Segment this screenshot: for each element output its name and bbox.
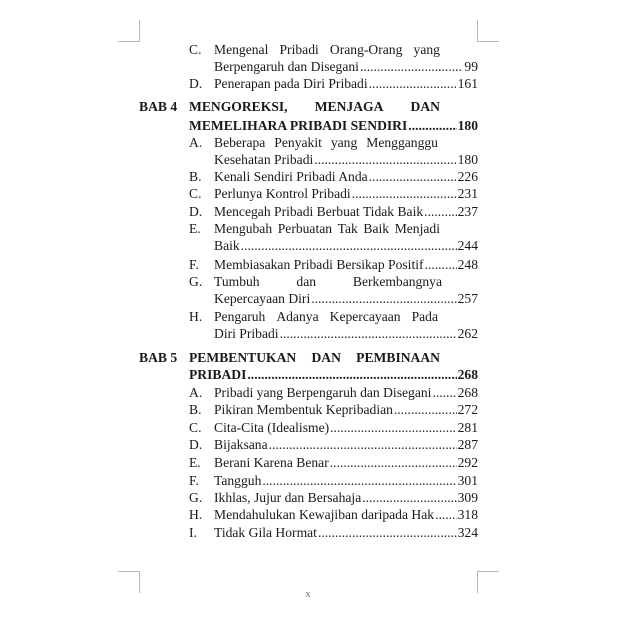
dot-leader xyxy=(360,58,463,75)
word: Mengganggu xyxy=(366,135,438,150)
page-number: 287 xyxy=(457,437,478,452)
toc-entry[interactable] xyxy=(0,41,618,58)
entry-title-line2: Baik xyxy=(214,238,240,253)
entry-row xyxy=(214,524,478,541)
toc-entry[interactable] xyxy=(0,220,618,237)
entry-line2 xyxy=(214,58,478,75)
page-number: 180 xyxy=(457,118,478,133)
entry-title: Membiasakan Pribadi Bersikap Positif xyxy=(214,257,424,272)
dot-leader xyxy=(241,237,457,254)
word: Kepercayaan xyxy=(329,309,401,324)
entry-letter: C. xyxy=(189,186,202,201)
page-number: 231 xyxy=(457,186,478,201)
toc-entry[interactable] xyxy=(0,436,618,453)
word: Tumbuh xyxy=(214,274,260,289)
toc-entry[interactable] xyxy=(0,401,618,418)
dot-leader xyxy=(425,256,457,273)
entry-letter: I. xyxy=(189,525,197,540)
entry-row xyxy=(214,384,478,401)
dot-leader xyxy=(432,384,456,401)
page-number: 257 xyxy=(457,291,478,306)
word: DAN xyxy=(311,350,341,365)
dot-leader xyxy=(435,506,457,523)
entry-letter: D. xyxy=(189,76,203,91)
dot-leader xyxy=(314,151,456,168)
entry-title-line2: Kesehatan Pribadi xyxy=(214,152,314,167)
word: Pada xyxy=(411,309,438,324)
entry-line2 xyxy=(214,290,478,307)
entry-title: Ikhlas, Jujur dan Bersahaja xyxy=(214,490,362,505)
chapter-title-line2: PRIBADI xyxy=(189,367,247,382)
entry-letter: A. xyxy=(189,385,203,400)
toc-entry[interactable] xyxy=(0,384,618,401)
entry-row xyxy=(214,75,478,92)
word: Tak xyxy=(337,221,358,236)
toc-entry[interactable] xyxy=(0,524,618,541)
entry-title: Perlunya Kontrol Pribadi xyxy=(214,186,351,201)
dot-leader xyxy=(369,168,457,185)
entry-row xyxy=(214,401,478,418)
word: yang xyxy=(413,42,440,57)
entry-letter: D. xyxy=(189,204,203,219)
entry-row xyxy=(214,419,478,436)
dot-leader xyxy=(408,117,456,134)
page-number: 248 xyxy=(457,257,478,272)
page-number: 244 xyxy=(457,238,478,253)
entry-title-line2: Diri Pribadi xyxy=(214,326,279,341)
page-number: 226 xyxy=(457,169,478,184)
entry-title: Cita-Cita (Idealisme) xyxy=(214,420,330,435)
word: PEMBINAAN xyxy=(356,350,440,365)
entry-line2 xyxy=(214,237,478,254)
word: dan xyxy=(296,274,317,289)
chapter-label: BAB 4 xyxy=(139,99,178,114)
dot-leader xyxy=(318,524,457,541)
page-number: 281 xyxy=(457,420,478,435)
entry-title: Berani Karena Benar xyxy=(214,455,329,470)
toc-entry-cont[interactable] xyxy=(0,290,618,307)
toc-entry-cont[interactable] xyxy=(0,237,618,254)
entry-title: Penerapan pada Diri Pribadi xyxy=(214,76,368,91)
page-number: 292 xyxy=(457,455,478,470)
toc-entry[interactable] xyxy=(0,454,618,471)
crop-mark-bottom-right-h xyxy=(477,571,499,572)
entry-letter: H. xyxy=(189,507,203,522)
toc-entry[interactable] xyxy=(0,308,618,325)
dot-leader xyxy=(262,472,456,489)
chapter-label: BAB 5 xyxy=(139,350,178,365)
word: PEMBENTUKAN xyxy=(189,350,297,365)
page-number: 324 xyxy=(457,525,478,540)
chapter-title-line1 xyxy=(189,349,478,366)
page-number: 237 xyxy=(457,204,478,219)
entry-title: Pribadi yang Berpengaruh dan Disegani xyxy=(214,385,432,400)
page-number: 318 xyxy=(457,507,478,522)
page-number: 272 xyxy=(457,402,478,417)
word: Pribadi xyxy=(279,42,319,57)
toc-entry[interactable] xyxy=(0,75,618,92)
page-number: 180 xyxy=(457,152,478,167)
word: Mengubah xyxy=(214,221,273,236)
page-number: 268 xyxy=(457,367,478,382)
chapter-heading-cont[interactable] xyxy=(0,117,618,134)
word: Berkembangnya xyxy=(352,274,442,289)
chapter-heading[interactable] xyxy=(0,349,618,366)
word: Baik xyxy=(363,221,390,236)
entry-letter: H. xyxy=(189,309,203,324)
word: Orang-Orang xyxy=(329,42,403,57)
entry-row xyxy=(214,168,478,185)
dot-leader xyxy=(362,489,456,506)
entry-row xyxy=(214,203,478,220)
dot-leader xyxy=(394,401,457,418)
entry-title-line1 xyxy=(214,308,438,325)
chapter-title-line2: MEMELIHARA PRIBADI SENDIRI xyxy=(189,118,408,133)
entry-title: Kenali Sendiri Pribadi Anda xyxy=(214,169,368,184)
entry-row xyxy=(214,436,478,453)
crop-mark-bottom-right-v xyxy=(477,571,478,593)
word: MENGOREKSI, xyxy=(189,99,288,114)
chapter-title-line1 xyxy=(189,98,478,115)
entry-row xyxy=(214,454,478,471)
toc-entry-cont[interactable] xyxy=(0,58,618,75)
word: Perbuatan xyxy=(277,221,333,236)
page-number: 268 xyxy=(457,385,478,400)
entry-title-line1 xyxy=(214,41,440,58)
toc-entry[interactable] xyxy=(0,168,618,185)
entry-row xyxy=(214,256,478,273)
entry-line2 xyxy=(214,151,478,168)
entry-letter: F. xyxy=(189,257,199,272)
toc-entry[interactable] xyxy=(0,419,618,436)
crop-mark-bottom-left-h xyxy=(118,571,140,572)
entry-title: Mendahulukan Kewajiban daripada Hak xyxy=(214,507,435,522)
entry-letter: B. xyxy=(189,169,202,184)
page-number: 262 xyxy=(457,326,478,341)
entry-title: Tangguh xyxy=(214,473,262,488)
entry-title: Pikiran Membentuk Kepribadian xyxy=(214,402,393,417)
crop-mark-bottom-left-v xyxy=(139,571,140,593)
entry-title: Tidak Gila Hormat xyxy=(214,525,317,540)
toc-entry[interactable] xyxy=(0,273,618,290)
chapter-line2 xyxy=(189,117,478,134)
crop-mark-top-right-v xyxy=(477,20,478,42)
toc-entry-cont[interactable] xyxy=(0,151,618,168)
entry-letter: C. xyxy=(189,42,202,57)
entry-letter: G. xyxy=(189,490,203,505)
entry-title-line1 xyxy=(214,220,440,237)
entry-row xyxy=(214,185,478,202)
word: MENJAGA xyxy=(314,99,384,114)
entry-title-line2: Kepercayaan Diri xyxy=(214,291,311,306)
toc-entry[interactable] xyxy=(0,472,618,489)
dot-leader xyxy=(352,185,457,202)
word: Penyakit xyxy=(274,135,322,150)
entry-title: Bijaksana xyxy=(214,437,268,452)
toc-entry[interactable] xyxy=(0,506,618,523)
chapter-line2 xyxy=(189,366,478,383)
word: DAN xyxy=(410,99,440,114)
dot-leader xyxy=(269,436,457,453)
page-number: 301 xyxy=(457,473,478,488)
word: yang xyxy=(330,135,358,150)
entry-title-line2: Berpengaruh dan Disegani xyxy=(214,59,359,74)
toc-entry[interactable] xyxy=(0,203,618,220)
entry-title-line1 xyxy=(214,134,438,151)
dot-leader xyxy=(369,75,457,92)
word: Beberapa xyxy=(214,135,266,150)
dot-leader xyxy=(247,366,456,383)
entry-row xyxy=(214,506,478,523)
page-number: 309 xyxy=(457,490,478,505)
word: Mengenal xyxy=(214,42,269,57)
chapter-heading-cont[interactable] xyxy=(0,366,618,383)
entry-letter: E. xyxy=(189,221,201,236)
dot-leader xyxy=(311,290,456,307)
crop-mark-top-left-v xyxy=(139,20,140,42)
dot-leader xyxy=(330,454,457,471)
entry-letter: C. xyxy=(189,420,202,435)
entry-letter: D. xyxy=(189,437,203,452)
dot-leader xyxy=(424,203,456,220)
entry-letter: B. xyxy=(189,402,202,417)
entry-line2 xyxy=(214,325,478,342)
word: Pengaruh xyxy=(214,309,266,324)
entry-letter: G. xyxy=(189,274,203,289)
entry-title-line1 xyxy=(214,273,442,290)
chapter-heading[interactable] xyxy=(0,98,618,115)
toc-entry-cont[interactable] xyxy=(0,325,618,342)
page-number: 99 xyxy=(464,59,478,74)
word: Adanya xyxy=(276,309,319,324)
toc-entry[interactable] xyxy=(0,185,618,202)
entry-row xyxy=(214,472,478,489)
dot-leader xyxy=(330,419,456,436)
toc-entry[interactable] xyxy=(0,489,618,506)
footer-page-number: x xyxy=(305,588,311,600)
word: Menjadi xyxy=(394,221,440,236)
toc-entry[interactable] xyxy=(0,256,618,273)
entry-letter: E. xyxy=(189,455,201,470)
dot-leader xyxy=(280,325,457,342)
entry-row xyxy=(214,489,478,506)
toc-entry[interactable] xyxy=(0,134,618,151)
page-number: 161 xyxy=(457,76,478,91)
entry-letter: F. xyxy=(189,473,199,488)
entry-title: Mencegah Pribadi Berbuat Tidak Baik xyxy=(214,204,424,219)
entry-letter: A. xyxy=(189,135,203,150)
